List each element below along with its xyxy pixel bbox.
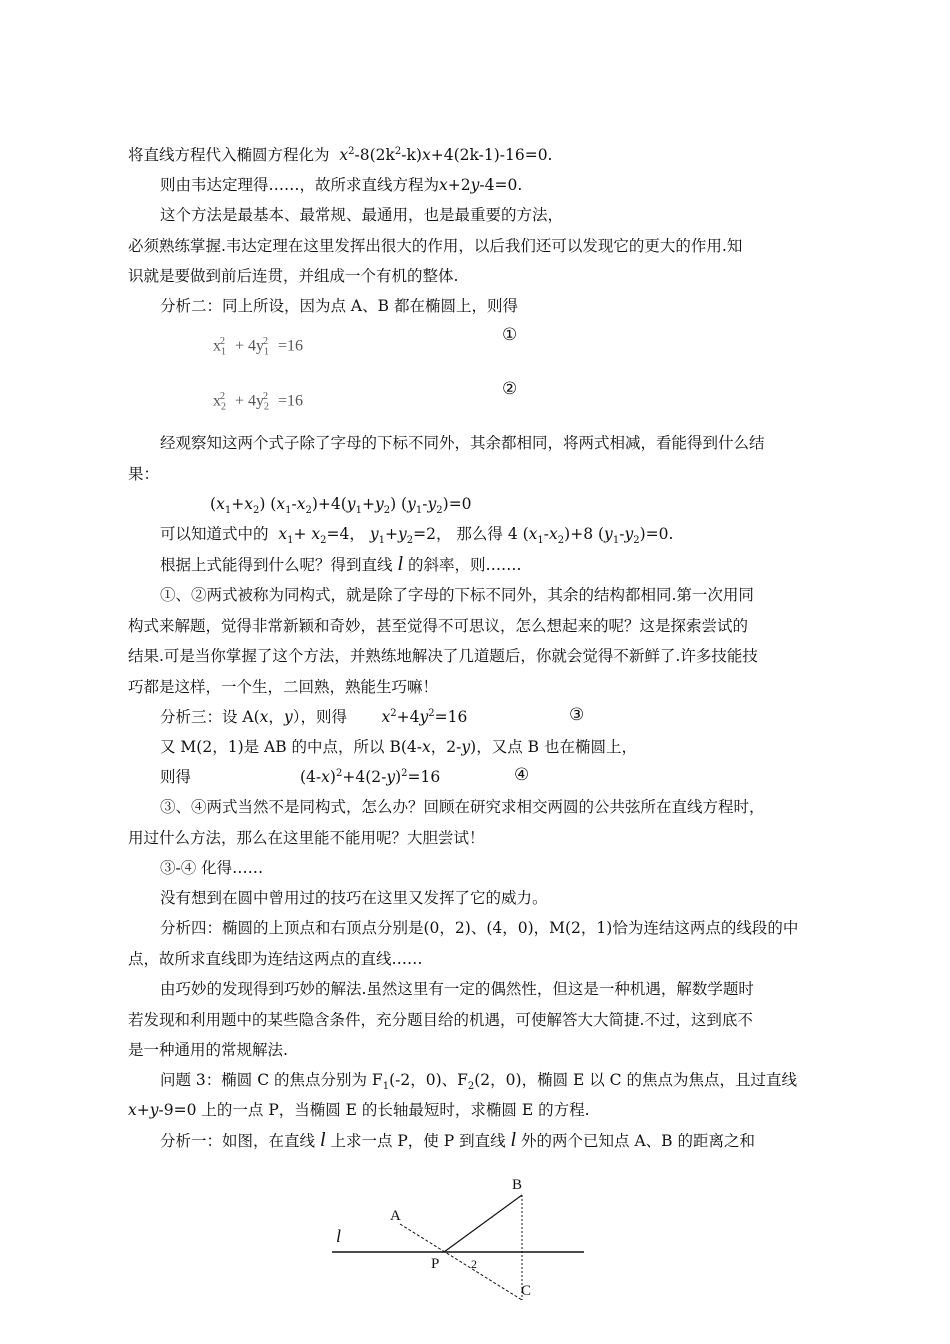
text-segment: =4，	[326, 525, 365, 543]
line-symbol-l: l	[319, 1129, 326, 1151]
text-line: 没有想到在圆中曾用过的技巧在这里又发挥了它的威力。	[160, 889, 548, 907]
superscript: 2	[348, 145, 355, 157]
text-line: 分析二：同上所设，因为点 A、B 都在椭圆上，则得	[160, 297, 518, 315]
text-segment: =2， 那么得 4 (	[413, 525, 529, 543]
equation-2: $x_2^2 + 4y_2^2 =16$	[213, 391, 304, 413]
var-y: y	[470, 176, 480, 194]
text-segment: -8(2k	[354, 146, 395, 164]
text-segment: 分析一：如图，在直线	[160, 1132, 316, 1150]
equation-marker: ③	[569, 705, 585, 725]
text-line: ①、②两式被称为同构式，就是除了字母的下标不同外，其余的结构都相同.第一次用同	[160, 586, 754, 604]
text-segment: 将直线方程代入椭圆方程化为	[128, 146, 330, 164]
var-x: x	[439, 176, 448, 194]
label-2: 2	[471, 1257, 477, 1271]
text-segment: 根据上式能得到什么呢？得到直线	[160, 556, 393, 574]
text-line: $(4-x)^2+4(2-y)^2=16$	[300, 767, 441, 786]
text-line: 由巧妙的发现得到巧妙的解法.虽然这里有一定的偶然性，但这是一种机遇，解数学题时	[160, 980, 754, 998]
text-segment: 分析三：设 A(	[160, 708, 260, 726]
equation-1: $x_1^2 + 4y_1^2 =16$	[213, 336, 304, 358]
text-line: 必须熟练掌握.韦达定理在这里发挥出很大的作用，以后我们还可以发现它的更大的作用.知	[128, 237, 743, 255]
text-line: ③、④两式当然不是同构式，怎么办？回顾在研究求相交两圆的公共弦所在直线方程时，	[160, 798, 765, 816]
var-x: x	[421, 146, 431, 164]
superscript: 2	[394, 145, 402, 157]
text-segment: -k)	[401, 146, 422, 164]
text-segment: 外的两个已知点 A、B 的距离之和	[521, 1132, 755, 1150]
label-C: C	[521, 1283, 532, 1299]
equation-difference: $(x_1+x_2)$ $(x_1-x_2)+4(y_1+y_2)$ $(y_1-y_2)=0$	[210, 495, 472, 517]
equation-marker: ①	[502, 325, 518, 345]
equation-marker: ②	[502, 379, 518, 399]
text-segment: 上求一点 P，使 P 到直线	[330, 1132, 506, 1150]
text-line: 分析三：设 A(x，y），则得 $x^2+4y^2=16$	[160, 707, 468, 726]
text-segment: ），则得	[292, 708, 347, 726]
line-symbol-l: l	[397, 553, 404, 575]
text-line: 结果.可是当你掌握了这个方法，并熟练地解决了几道题后，你就会觉得不新鲜了.许多技能技	[128, 647, 758, 665]
text-line: 若发现和利用题中的某些隐含条件，充分题目给的机遇，可使解答大大简捷.不过，这到底不	[128, 1011, 753, 1029]
equation-marker: ④	[514, 765, 530, 785]
var-x: x	[339, 146, 349, 164]
text-segment: .	[516, 556, 522, 574]
text-segment: +4(2k-1)-16=0.	[430, 146, 553, 164]
text-segment: (2，0)，椭圆 E 以 C 的焦点为焦点，且过直线	[474, 1071, 797, 1089]
segment-PB	[444, 1195, 522, 1252]
text-line: 巧都是这样，一个生，二回熟，熟能生巧嘛！	[128, 678, 439, 696]
text-line: 是一种通用的常规解法.	[128, 1041, 288, 1059]
text-segment: 则得	[160, 768, 192, 786]
text-segment: 的斜率，则……	[407, 556, 517, 574]
text-line: ③-④ 化得……	[160, 859, 264, 877]
text-segment: -4=0.	[479, 176, 523, 194]
text-line: 用过什么方法，那么在这里能不能用呢？大胆尝试！	[128, 829, 485, 847]
text-line: 识就是要做到前后连贯，并组成一个有机的整体.	[128, 267, 459, 285]
text-line: 经观察知这两个式子除了字母的下标不同外，其余都相同，将两式相减，看能得到什么结	[160, 434, 765, 452]
text-segment: )=0.	[639, 525, 674, 543]
text-segment: (-2，0)、F	[389, 1071, 468, 1089]
text-segment: )，又点 B 也在椭圆上，	[470, 738, 637, 756]
text-line: x+y-9=0 上的一点 P，当椭圆 E 的长轴最短时，求椭圆 E 的方程.	[128, 1101, 590, 1119]
text-segment: (4-	[300, 768, 322, 786]
text-segment: +2	[447, 176, 471, 194]
text-line: 又 M(2，1)是 AB 的中点，所以 B(4-x，2-y)，又点 B 也在椭圆上，	[160, 738, 637, 756]
text-line: 果：	[128, 465, 160, 483]
text-line: 构式来解题，觉得非常新颖和奇妙，甚至觉得不可思议，怎么想起来的呢？这是探索尝试的	[128, 617, 749, 635]
label-A: A	[390, 1208, 401, 1224]
label-B: B	[512, 1177, 523, 1193]
text-segment: 问题 3：椭圆 C 的焦点分别为 F	[160, 1071, 383, 1089]
text-line: 分析四：椭圆的上顶点和右顶点分别是(0，2)、(4，0)，M(2，1)恰为连结这两点的线段的中	[160, 919, 799, 937]
text-segment: =16	[434, 708, 468, 726]
text-segment: )+8 (	[564, 525, 605, 543]
text-segment: +4(2-	[342, 768, 387, 786]
text-segment: 则由韦达定理得……，故所求直线方程为	[160, 176, 440, 194]
label-l: l	[336, 1226, 342, 1246]
text-line: 可以知道式中的 $x_1+ x_2=4$， $y_1+y_2=2$， 那么得 4 $(x_1-x_2)+8$ $(y_1-y_2)=0$.	[160, 525, 674, 547]
line-symbol-l: l	[510, 1129, 517, 1151]
segment-APC-dashed	[400, 1224, 522, 1300]
text-segment: =16	[407, 768, 441, 786]
text-segment: -9=0 上的一点 P，当椭圆 E 的长轴最短时，求椭圆 E 的方程.	[158, 1101, 590, 1119]
text-segment: ，2-	[430, 738, 462, 756]
label-P: P	[431, 1256, 440, 1272]
text-line: 点，故所求直线即为连结这两点的直线……	[128, 950, 423, 968]
text-line: 问题 3：椭圆 C 的焦点分别为 $F_1(-2$，0)、$F_2(2$，0)，椭圆 E 以 C 的焦点为焦点，且过直线	[160, 1071, 797, 1093]
text-segment: 又 M(2，1)是 AB 的中点，所以 B(4-	[160, 738, 423, 756]
text-line: 这个方法是最基本、最常规、最通用，也是最重要的方法，	[160, 206, 564, 224]
text-segment: 可以知道式中的	[160, 525, 269, 543]
